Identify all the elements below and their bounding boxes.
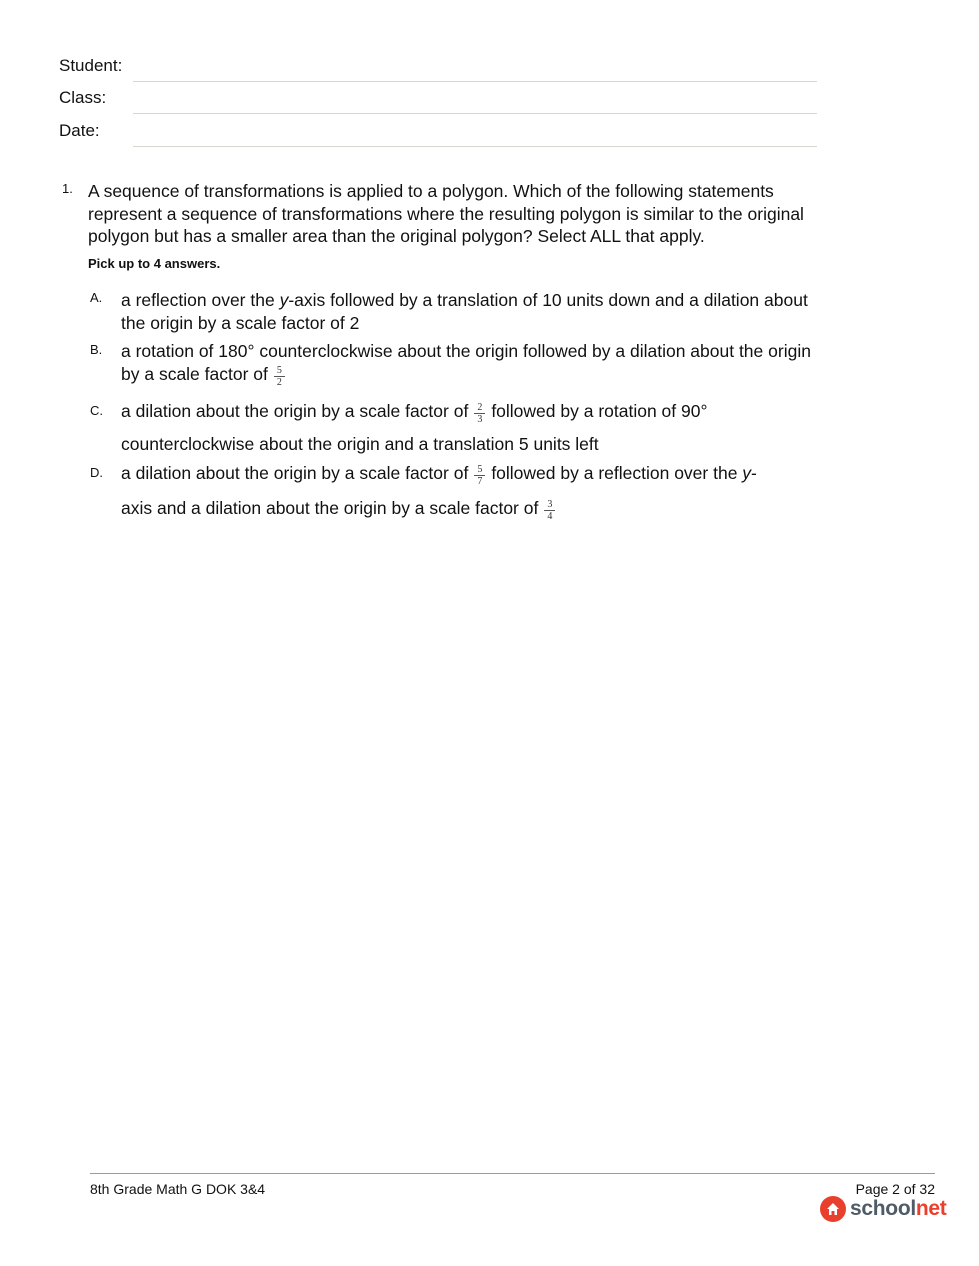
student-field-line [133,81,817,82]
date-label: Date: [59,121,100,140]
class-field-line [133,113,817,114]
option-c-letter: C. [90,403,103,418]
option-b-letter: B. [90,342,103,357]
fraction: $\frac{5}{7}$ [474,464,485,487]
question-text: A sequence of transformations is applied to a polygon. Which of the following statements represent a sequence of transformations where the resulting polygon is similar to the original polygon but has a smaller area than the original polygon? Select ALL that apply. [88,181,804,246]
option-b-text[interactable]: a rotation of 180° counterclockwise about the origin followed by a dilation about the origin by a scale factor of $\frac{5}{2}$ [121,341,811,388]
home-icon [820,1196,846,1222]
question-number: 1. [62,181,73,196]
option-c-text[interactable]: a dilation about the origin by a scale factor of $\frac{2}{3}$ followed by a rotation of 90° counterclockwise about the origin and a translation 5 units left [121,401,708,454]
fraction: $\frac{5}{2}$ [274,365,285,388]
option-a-text[interactable]: a reflection over the y-axis followed by a translation of 10 units down and a dilation about the origin by a scale factor of 2 [121,290,808,333]
fraction: $\frac{3}{4}$ [544,499,555,522]
option-a-letter: A. [90,290,103,305]
option-d-letter: D. [90,465,103,480]
page-number: Page 2 of 32 [855,1181,935,1197]
option-d-text[interactable]: a dilation about the origin by a scale factor of $\frac{5}{7}$ followed by a reflection over the y- axis and a dilation about the origin by a scale factor of $\frac{3}{4}$ [121,463,757,522]
footer-divider [90,1173,935,1174]
fraction: $\frac{2}{3}$ [474,402,485,425]
logo-wordmark: schoolnet [850,1197,947,1220]
date-field-line [133,146,817,147]
footer-title: 8th Grade Math G DOK 3&4 [90,1181,266,1197]
student-label: Student: [59,56,123,75]
question-instruction: Pick up to 4 answers. [88,256,221,271]
schoolnet-logo [820,1194,947,1224]
class-label: Class: [59,88,107,107]
